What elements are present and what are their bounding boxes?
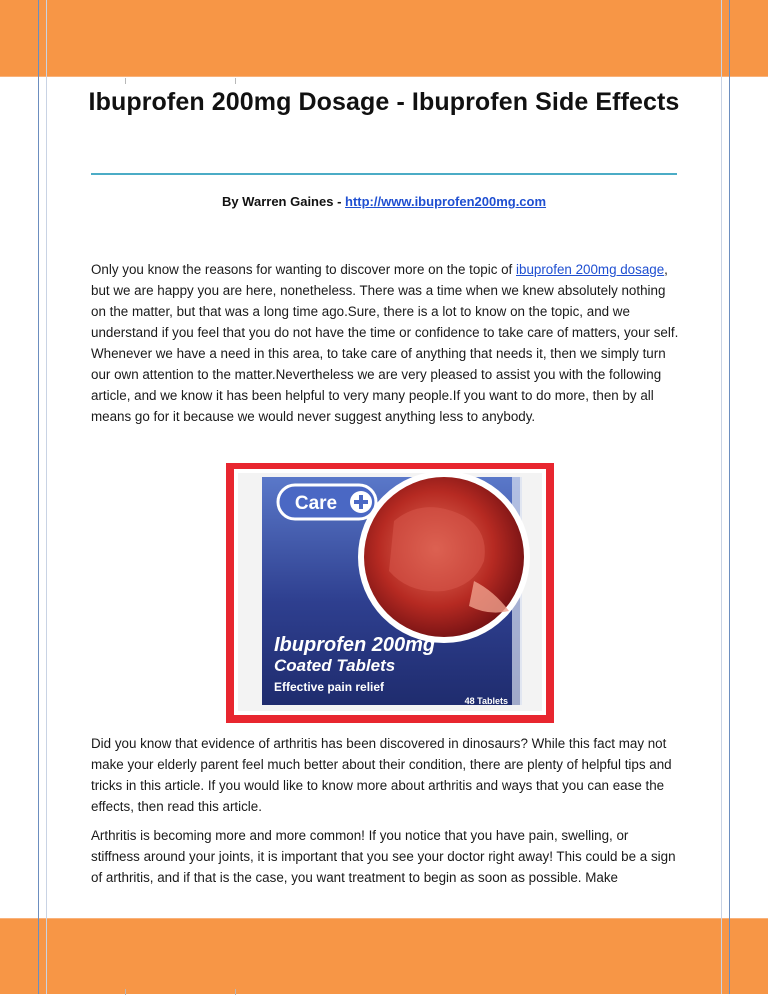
title-rule [91,173,677,175]
byline-author: By Warren Gaines - [221,194,346,209]
left-margin-line [38,0,39,994]
paragraph-2: Did you know that evidence of arthritis has been discovered in dinosaurs? While this fact may not make your elderly parent feel much better about their condition, there are plenty of helpful tips and tricks in this article. If you would like to know more about arthritis and ways that you can ease the effects, then read this article. [91,736,672,814]
byline-link[interactable]: http://www.ibuprofen200mg.com [345,194,547,209]
product-brand: Care [294,493,338,514]
header-band [0,0,768,76]
footer-band [0,919,768,994]
intro-paragraph: Only you know the reasons for wanting to discover more on the topic of ibuprofen 200mg dosage, but we are happy you are here, nonetheless. There was a time when we knew absolutely nothing on the matter, but that was a long time ago.Sure, there is a lot to know on the topic, and we understand if you feel that you do not have the time or confidence to take care of matters, your self. Whenever we have a need in this area, to take care of anything that needs it, then we simply turn our own attention to the matter.Nevertheless we are very pleased to assist you with the following article, and we know it has been helpful to very many people.If you want to do more, then by all means go for it because we would never suggest anything less to anybody. [91,262,679,424]
product-tagline: Effective pain relief [274,680,385,694]
product-name-line2: Coated Tablets [274,656,396,675]
product-image [224,461,556,725]
product-name-line1: Ibuprofen 200mg [274,634,436,656]
byline [91,194,677,209]
paragraph-3: Arthritis is becoming more and more common! If you notice that you have pain, swelling, or stiffness around your joints, it is important that you see your doctor right away! This could be a sign of arthritis, and if that is the case, you want treatment to begin as soon as possible. Make [91,828,676,885]
right-margin-line [729,0,730,994]
ibuprofen-dosage-link[interactable]: ibuprofen 200mg dosage [516,262,665,277]
product-count: 48 Tablets [464,696,508,706]
page-title: Ibuprofen 200mg Dosage - Ibuprofen Side Effects [88,88,680,116]
